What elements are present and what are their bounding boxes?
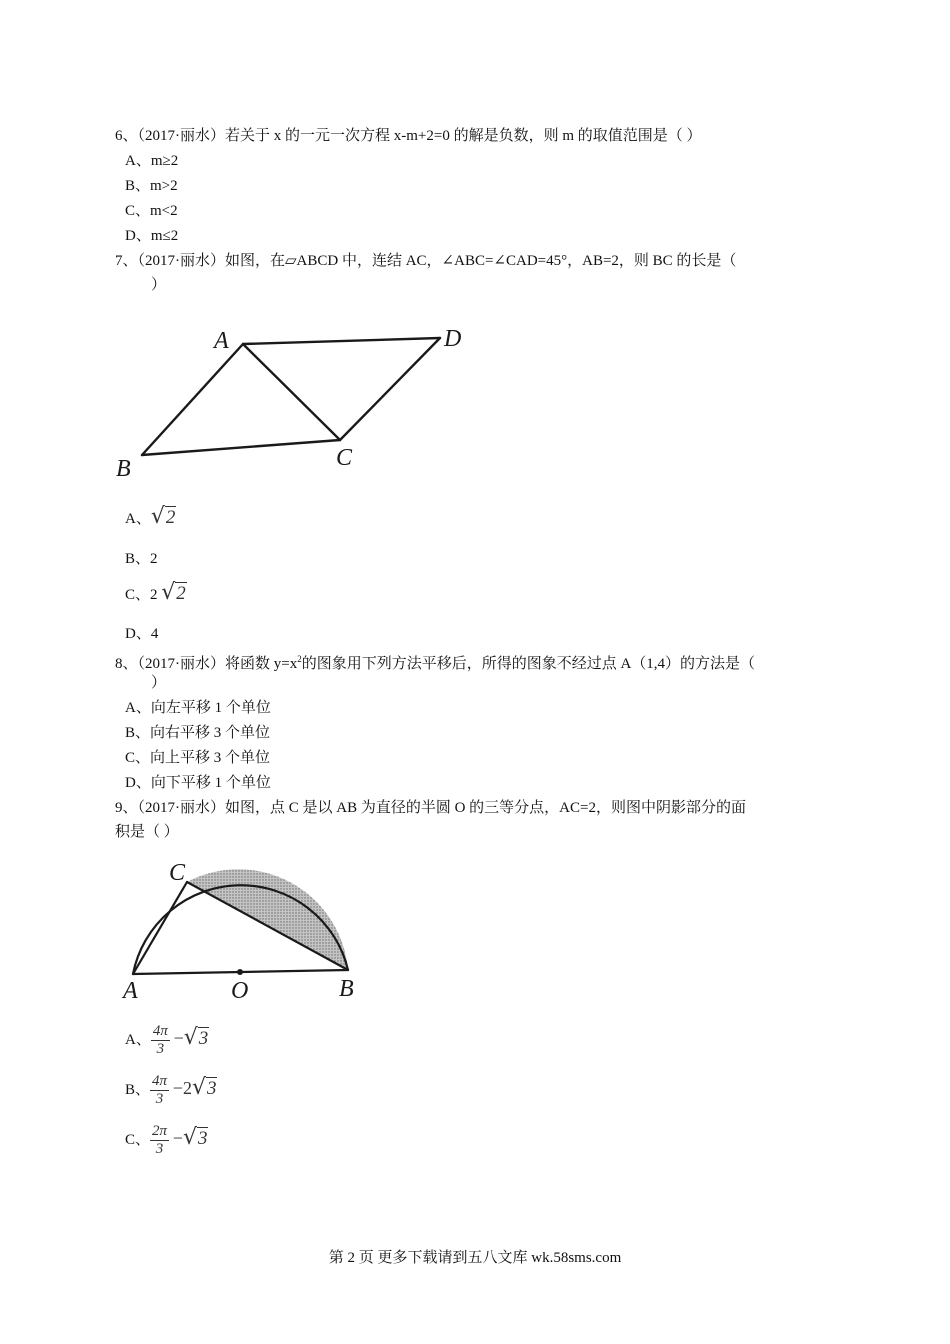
question-8-stem-cont: ）	[151, 675, 167, 691]
question-9-stem: 9、（2017·丽水）如图，点 C 是以 AB 为直径的半圆 O 的三等分点，AC=2，则图中阴影部分的面	[115, 800, 746, 816]
sqrt-icon: √	[161, 580, 176, 605]
fraction: $\frac{4\pi}{3}$	[152, 1023, 168, 1058]
q8-option-a: A、向左平移 1 个单位	[125, 700, 271, 716]
question-7-stem-cont: ）	[151, 277, 167, 293]
label-c: C	[169, 860, 186, 886]
q7-option-b: B、2	[125, 551, 158, 567]
q7-option-a: A、√2	[125, 504, 176, 529]
label-a: A	[214, 328, 229, 354]
diagonal-ac	[243, 344, 340, 440]
q9-option-a: A、 $\frac{4\pi}{3}$ −√3	[125, 1023, 209, 1058]
shaded-segment	[187, 869, 348, 970]
edge-bc	[142, 440, 340, 455]
page-footer: 第 2 页 更多下载请到五八文库 wk.58sms.com	[328, 1250, 622, 1266]
q6-option-a: A、m≥2	[125, 153, 179, 169]
edge-ab	[142, 344, 243, 455]
label-o: O	[231, 978, 249, 1004]
label-b: B	[339, 976, 354, 1002]
semicircle-figure	[115, 852, 365, 1004]
q7-option-c: C、2 √2	[125, 580, 186, 605]
sqrt-icon: √	[191, 1075, 206, 1100]
sqrt-icon: √	[183, 1025, 198, 1050]
q9-option-b: B、 $\frac{4\pi}{3}$ −2√3	[125, 1073, 217, 1108]
label-a: A	[123, 978, 138, 1004]
center-point	[237, 969, 243, 975]
label-b: B	[116, 456, 131, 480]
question-8-stem: 8、（2017·丽水）将函数 $y=x^2$的图象用下列方法平移后，所得的图象不经过点 A（1,4）的方法是（	[115, 654, 756, 672]
edge-ad	[243, 338, 440, 344]
question-6-stem: 6、（2017·丽水）若关于 x 的一元一次方程 x-m+2=0 的解是负数，则 m 的取值范围是（ ）	[115, 128, 702, 144]
question-9-stem-cont: 积是（ ）	[115, 824, 179, 840]
chord-ac	[133, 882, 187, 974]
q9-option-c: C、 $\frac{2\pi}{3}$ −√3	[125, 1123, 208, 1158]
q8-option-b: B、向右平移 3 个单位	[125, 725, 271, 741]
label-c: C	[336, 445, 353, 471]
q6-option-d: D、m≤2	[125, 228, 179, 244]
q8-option-d: D、向下平移 1 个单位	[125, 775, 271, 791]
q6-option-c: C、m<2	[125, 203, 178, 219]
q6-option-b: B、m>2	[125, 178, 178, 194]
sqrt-icon: √	[182, 1125, 197, 1150]
edge-dc	[340, 338, 440, 440]
fraction: $\frac{2\pi}{3}$	[152, 1123, 168, 1158]
fraction: $\frac{4\pi}{3}$	[152, 1073, 168, 1108]
sqrt-icon: √	[150, 504, 165, 529]
parallelogram-figure	[110, 318, 480, 480]
label-d: D	[444, 326, 462, 352]
q7-option-d: D、4	[125, 626, 159, 642]
question-7-stem: 7、（2017·丽水）如图，在▱ABCD 中，连结 AC，∠ABC=∠CAD=45°，AB=2，则 BC 的长是（	[115, 253, 737, 269]
q8-option-c: C、向上平移 3 个单位	[125, 750, 271, 766]
